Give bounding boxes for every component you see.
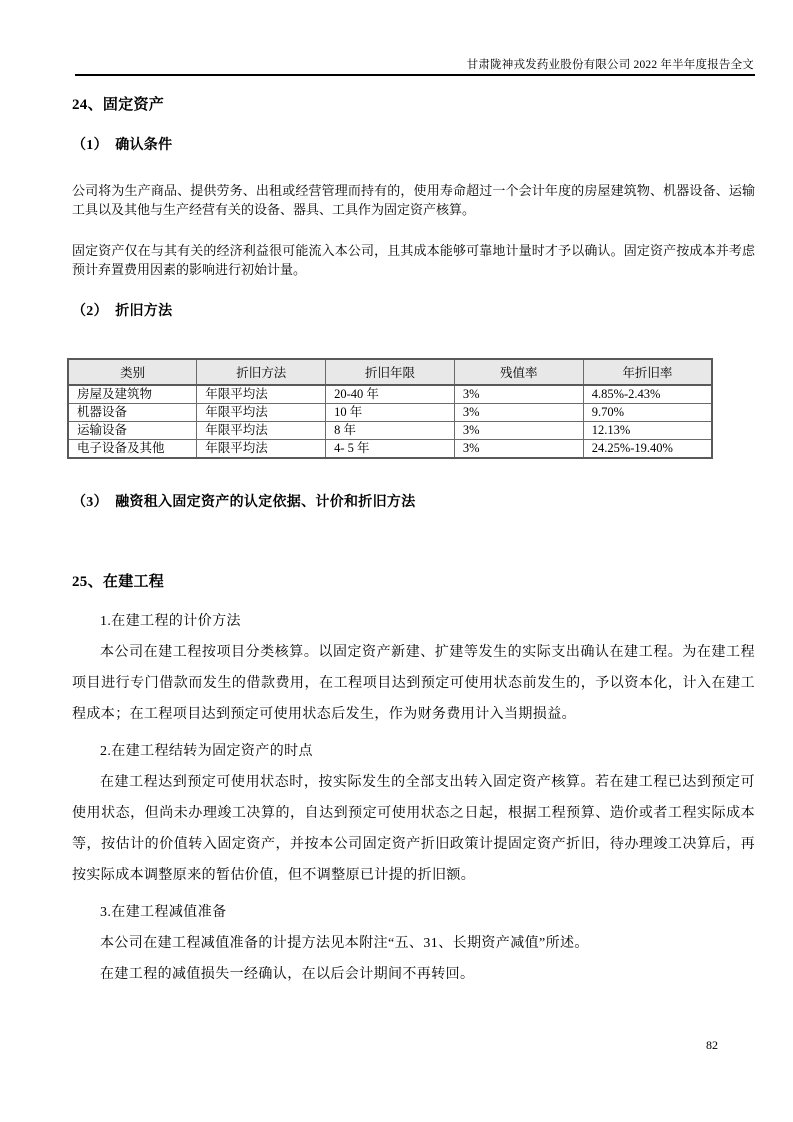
col-header-residual-rate: 残值率 (454, 359, 583, 385)
section-24-2-title: （2） 折旧方法 (72, 304, 173, 319)
page-number: 82 (706, 1038, 718, 1052)
cell-years: 20-40 年 (326, 385, 455, 404)
cell-method: 年限平均法 (197, 404, 326, 422)
col-header-years: 折旧年限 (326, 359, 455, 385)
cip-item-2-heading: 2.在建工程结转为固定资产的时点 (100, 744, 313, 759)
section-24-3-title: （3） 融资租入固定资产的认定依据、计价和折旧方法 (72, 495, 416, 510)
section-24-1-title: （1） 确认条件 (72, 138, 173, 153)
cell-annual-rate: 12.13% (583, 422, 712, 440)
cip-item-3-heading: 3.在建工程减值准备 (100, 905, 227, 920)
header-rule (75, 74, 755, 76)
col-header-method: 折旧方法 (197, 359, 326, 385)
cell-category: 机器设备 (68, 404, 197, 422)
cell-annual-rate: 24.25%-19.40% (583, 440, 712, 459)
cell-residual-rate: 3% (454, 404, 583, 422)
cell-method: 年限平均法 (197, 385, 326, 404)
col-header-annual-rate: 年折旧率 (583, 359, 712, 385)
cip-item-3-paragraph-2: 在建工程的减值损失一经确认，在以后会计期间不再转回。 (100, 967, 475, 982)
recognition-paragraph-1: 公司将为生产商品、提供劳务、出租或经营管理而持有的，使用寿命超过一个会计年度的房屋建筑物、机器设备、运输工具以及其他与生产经营有关的设备、器具、工具作为固定资产核算。 (72, 183, 755, 217)
cip-item-1-paragraph: 本公司在建工程按项目分类核算。以固定资产新建、扩建等发生的实际支出确认在建工程。为在建工程项目进行专门借款而发生的借款费用，在工程项目达到预定可使用状态前发生的，予以资本化，计入在建工程成本；在工程项目达到预定可使用状态后发生，作为财务费用计入当期损益。 (72, 645, 755, 722)
cell-residual-rate: 3% (454, 385, 583, 404)
document-header-title: 甘肃陇神戎发药业股份有限公司 2022 年半年度报告全文 (466, 59, 754, 71)
cell-residual-rate: 3% (454, 440, 583, 459)
table-row (68, 422, 712, 440)
cell-residual-rate: 3% (454, 422, 583, 440)
cell-years: 8 年 (326, 422, 455, 440)
cell-annual-rate: 9.70% (583, 404, 712, 422)
depreciation-table-header (68, 359, 712, 385)
table-row (68, 404, 712, 422)
table-header-row (68, 359, 712, 385)
cell-category: 房屋及建筑物 (68, 385, 197, 404)
cell-method: 年限平均法 (197, 440, 326, 459)
col-header-category: 类别 (68, 359, 197, 385)
cip-item-3-paragraph-1: 本公司在建工程减值准备的计提方法见本附注“五、31、长期资产减值”所述。 (100, 936, 589, 951)
recognition-paragraph-2: 固定资产仅在与其有关的经济利益很可能流入本公司，且其成本能够可靠地计量时才予以确认。固定资产按成本并考虑预计弃置费用因素的影响进行初始计量。 (72, 243, 755, 277)
cell-category: 电子设备及其他 (68, 440, 197, 459)
table-row (68, 440, 712, 459)
cell-years: 10 年 (326, 404, 455, 422)
cell-years: 4- 5 年 (326, 440, 455, 459)
depreciation-table (67, 358, 713, 459)
table-row (68, 385, 712, 404)
section-25-title: 25、在建工程 (72, 574, 165, 590)
cip-item-2-paragraph: 在建工程达到预定可使用状态时，按实际发生的全部支出转入固定资产核算。若在建工程已达到预定可使用状态，但尚未办理竣工决算的，自达到预定可使用状态之日起，根据工程预算、造价或者工程实际成本等，按估计的价值转入固定资产，并按本公司固定资产折旧政策计提固定资产折旧，待办理竣工决算后，再按实际成本调整原来的暂估价值，但不调整原已计提的折旧额。 (72, 775, 755, 883)
cell-annual-rate: 4.85%-2.43% (583, 385, 712, 404)
section-24-title: 24、固定资产 (72, 97, 165, 113)
cell-category: 运输设备 (68, 422, 197, 440)
cip-item-1-heading: 1.在建工程的计价方法 (100, 614, 241, 629)
cell-method: 年限平均法 (197, 422, 326, 440)
